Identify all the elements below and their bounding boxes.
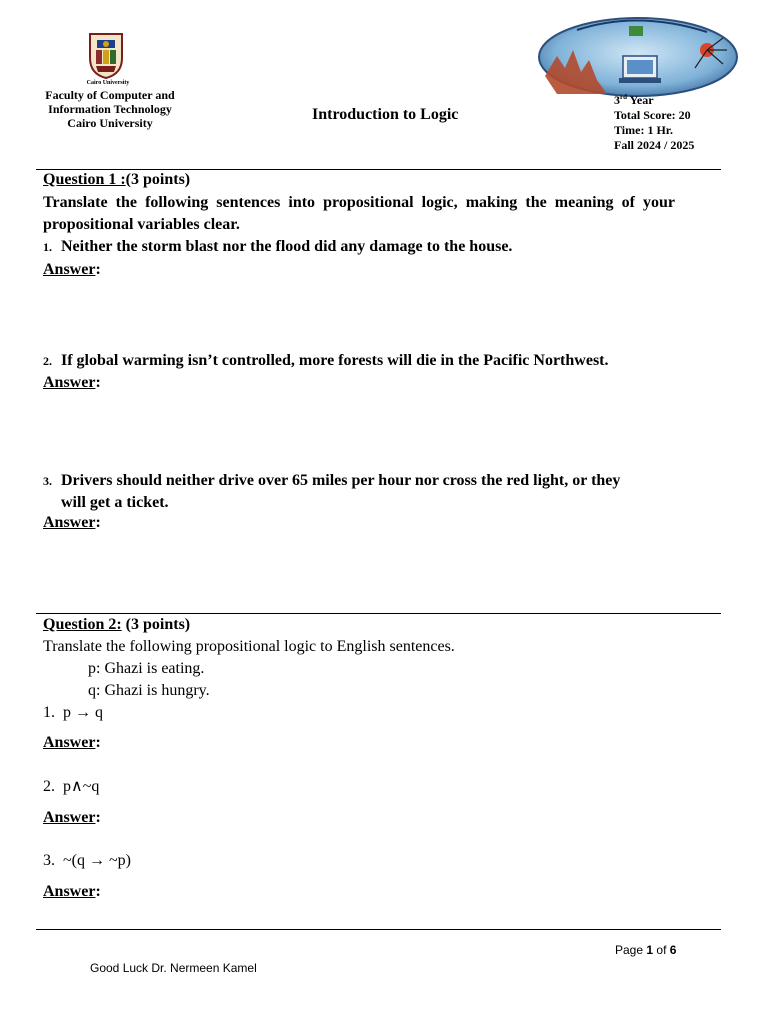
question-1-points: (3 points) [125,171,191,188]
q1-item-number: 1. [43,240,52,254]
q1-item-text: Drivers should neither drive over 65 miles per hour nor cross the red light, or they [61,472,621,489]
good-luck-note: Good Luck Dr. Nermeen Kamel [90,961,257,975]
page-number: Page 1 of 6 [615,943,677,957]
year-number: 3 [614,93,620,107]
question-2-title [43,616,190,634]
q2-item-expression: ~(q → ~p) [63,852,131,869]
faculty-emblem-logo [537,16,739,98]
q2-item-expression: p∧~q [63,778,100,795]
q2-item-number: 1. [43,704,55,721]
q1-item-3 [43,470,620,492]
year-suffix: rd [620,93,627,101]
q1-answer-label-3: Answer: [43,514,101,531]
exam-term: Fall 2024 / 2025 [614,138,695,152]
q2-answer-label-2: Answer: [43,809,101,826]
year-line [614,90,694,108]
definition-q: q: Ghazi is hungry. [88,682,210,699]
question-1-label: Question 1 : [43,171,126,188]
q2-item-expression: p → q [63,704,103,721]
q2-answer-label-1: Answer: [43,734,101,751]
q2-item-2 [43,776,99,798]
q1-item-text: If global warming isn’t controlled, more forests will die in the Pacific Northwest. [61,352,609,369]
faculty-block [30,88,190,130]
question-1-instruction: Translate the following sentences into propositional logic, making the meaning of your propositional variables clear. [43,194,675,233]
exam-info-block [614,90,694,153]
definition-p: p: Ghazi is eating. [88,660,205,677]
q1-item-number: 3. [43,474,52,488]
question-2-label: Question 2: [43,616,122,633]
faculty-line: Faculty of Computer and [45,88,175,102]
total-score: Total Score: 20 [614,108,691,122]
logo-caption: Cairo University [86,80,130,86]
q2-item-number: 3. [43,852,55,869]
question-divider [36,613,721,614]
q1-answer-label-1: Answer: [43,261,101,278]
faculty-line: Cairo University [67,116,153,130]
cairo-university-logo [86,30,126,80]
q2-item-3 [43,850,131,872]
footer-divider [36,929,721,930]
q2-item-number: 2. [43,778,55,795]
question-2-instruction: Translate the following propositional logic to English sentences. [43,638,455,655]
faculty-line: Information Technology [48,102,172,116]
year-word: Year [629,93,654,107]
q1-item-1 [43,236,512,258]
q1-item-text: Neither the storm blast nor the flood did any damage to the house. [61,238,513,255]
q1-item-number: 2. [43,354,52,368]
course-title: Introduction to Logic [312,106,459,123]
q2-answer-label-3: Answer: [43,883,101,900]
question-2-points: (3 points) [125,616,191,633]
q2-item-1 [43,702,103,724]
q1-answer-label-2: Answer: [43,374,101,391]
question-1-title [43,171,190,189]
q1-item-2 [43,350,609,372]
q1-item-3-continuation: will get a ticket. [61,494,169,511]
exam-time: Time: 1 Hr. [614,123,673,137]
header-divider [36,169,721,170]
